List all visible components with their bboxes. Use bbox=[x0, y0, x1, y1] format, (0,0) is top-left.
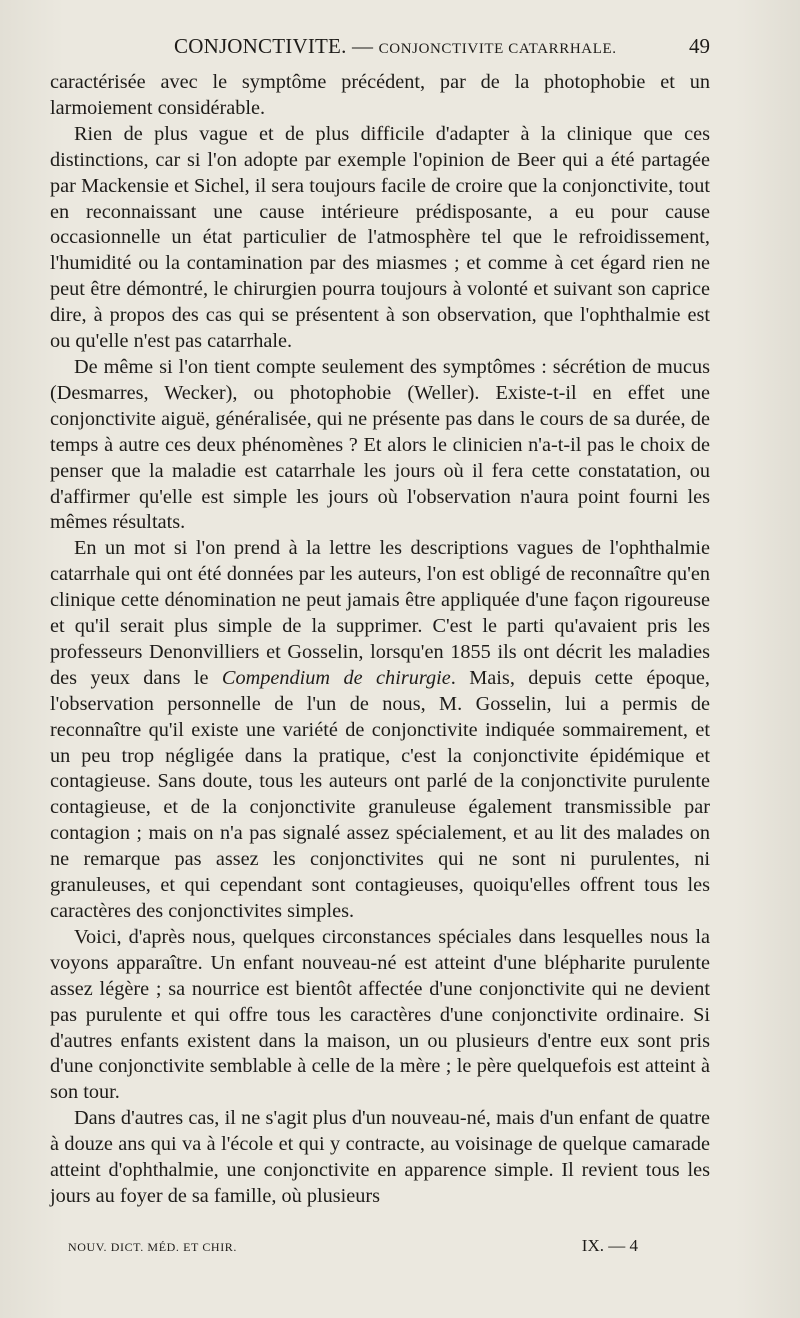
running-title bbox=[174, 34, 617, 59]
paragraph-2: Rien de plus vague et de plus difficile d'adapter à la clinique que ces distinctions, car si l'on adopte par exemple l'opinion de Beer qui a été partagée par Mackensie et Sichel, il sera toujours facile de croire que la conjonctivite, tout en reconnaissant une cause intérieure prédisposante, a eu pour cause occasionnelle un état particulier de l'atmosphère tel que le refroidissement, l'humidité ou la contamination par des miasmes ; et comme à cet égard rien ne peut être démontré, le chirurgien pourra toujours à volonté et suivant son caprice dire, à propos des cas qui se présentent à son observation, que l'ophthalmie est ou qu'elle n'est pas catarrhale. bbox=[50, 122, 710, 353]
paragraph-3: De même si l'on tient compte seulement des symptômes : sécrétion de mucus (Desmarres, Wecker), ou photophobie (Weller). Existe-t-il en effet une conjonctivite aiguë, généralisée, qui ne présente pas dans le cours de sa durée, de temps à autre ces deux phénomènes ? Et alors le clinicien n'a-t-il pas le choix de penser que la maladie est catarrhale les jours où il fera cette constatation, ou d'affirmer qu'elle est simple les jours où l'observation n'aura point fourni les mêmes résultats. bbox=[50, 355, 710, 534]
paragraph-4-text-b: . Mais, depuis cette époque, l'observation personnelle de l'un de nous, M. Gosselin, lui a permis de reconnaître qu'il existe une variété de conjonctivite indiquée sommairement, et un peu trop négligée dans la pratique, c'est la conjonctivite épidémique et contagieuse. Sans doute, tous les auteurs ont parlé de la conjonctivite purulente contagieuse, et de la conjonctivite granuleuse également transmissible par contagion ; mais on n'a pas signalé assez spécialement, et au lit des malades on ne remarque pas assez les conjonctivites qui ne sont ni purulentes, ni granuleuses, et qui cependant sont contagieuses, quoiqu'elles offrent tous les caractères des conjonctivites simples. bbox=[50, 666, 710, 922]
running-title-separator: — bbox=[352, 34, 374, 58]
page-footer bbox=[68, 1236, 638, 1260]
paragraph-4 bbox=[50, 536, 710, 925]
page-number: 49 bbox=[689, 34, 710, 58]
running-title-subtitle: CONJONCTIVITE CATARRHALE. bbox=[378, 41, 617, 57]
book-title-italic: Compendium de chirurgie bbox=[221, 666, 451, 689]
footer-volume-sheet: IX. — 4 bbox=[581, 1236, 638, 1255]
paragraph-1: caractérisée avec le symptôme précédent, par de la photophobie et un larmoiement considérable. bbox=[50, 71, 710, 119]
footer-signature: NOUV. DICT. MÉD. ET CHIR. bbox=[68, 1240, 238, 1254]
paragraph-6: Dans d'autres cas, il ne s'agit plus d'un nouveau-né, mais d'un enfant de quatre à douze ans qui va à l'école et qui y contracte, au voisinage de quelque camarade atteint d'ophthalmie, une conjonctivite en apparence simple. Il revient tous les jours au foyer de sa famille, où plusieurs bbox=[50, 1107, 710, 1207]
body-text bbox=[50, 70, 710, 1210]
page-header bbox=[50, 34, 710, 64]
running-title-main: CONJONCTIVITE. bbox=[174, 34, 347, 58]
paragraph-5: Voici, d'après nous, quelques circonstances spéciales dans lesquelles nous la voyons apparaître. Un enfant nouveau-né est atteint d'une blépharite purulente assez légère ; sa nourrice est bientôt affectée d'une conjonctivite qui ne devient pas purulente et qui offre tous les caractères d'une conjonctivite ordinaire. Si d'autres enfants existent dans la maison, un ou plusieurs d'entre eux sont pris d'une conjonctivite semblable à celle de la mère ; le père quelquefois est atteint à son tour. bbox=[50, 925, 710, 1104]
paragraph-4-text-a: En un mot si l'on prend à la lettre les descriptions vagues de l'ophthalmie catarrhale qui ont été données par les auteurs, l'on est obligé de reconnaître qu'en clinique cette dénomination ne peut jamais être appliquée d'une façon rigoureuse et qu'il serait plus simple de la supprimer. C'est le parti qu'avaient pris les professeurs Denonvilliers et Gosselin, lorsqu'en 1855 ils ont décrit les maladies des yeux dans le bbox=[50, 537, 710, 689]
